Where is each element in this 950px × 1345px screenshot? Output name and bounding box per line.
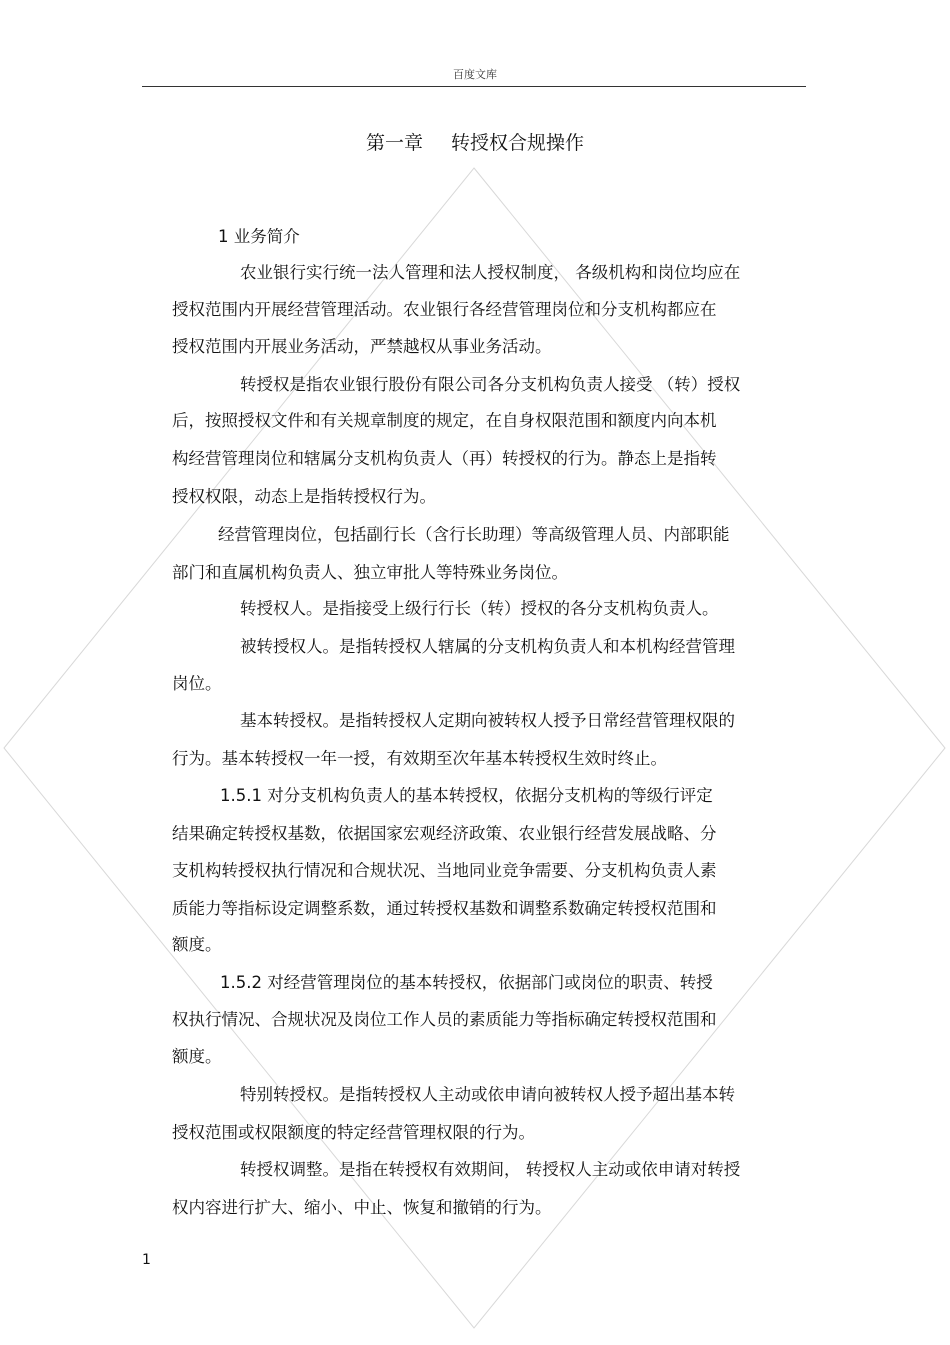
text-line: 授权权限，动态上是指转授权行为。: [172, 487, 436, 506]
text-line: 转授权是指农业银行股份有限公司各分支机构负责人接受 （转）授权: [240, 375, 741, 394]
text-line: 支机构转授权执行情况和合规状况、当地同业竞争需要、分支机构负责人素: [172, 861, 717, 880]
chapter-heading: 转授权合规操作: [451, 132, 585, 154]
text-line: 1.5.1 对分支机构负责人的基本转授权，依据分支机构的等级行评定: [220, 786, 713, 805]
text-line: 后，按照授权文件和有关规章制度的规定，在自身权限范围和额度内向本机: [172, 411, 717, 430]
text-line: 岗位。: [172, 674, 222, 693]
text-line: 农业银行实行统一法人管理和法人授权制度， 各级机构和岗位均应在: [240, 263, 741, 282]
text-line: 特别转授权。是指转授权人主动或依申请向被转权人授予超出基本转: [240, 1085, 735, 1104]
text-line: 权内容进行扩大、缩小、中止、恢复和撤销的行为。: [172, 1198, 552, 1217]
text-line: 额度。: [172, 935, 222, 954]
text-line: 授权范围内开展经营管理活动。农业银行各经营管理岗位和分支机构都应在: [172, 300, 717, 319]
text-line: 权执行情况、合规状况及岗位工作人员的素质能力等指标确定转授权范围和: [172, 1010, 717, 1029]
text-line: 授权范围或权限额度的特定经营管理权限的行为。: [172, 1123, 535, 1142]
text-line: 部门和直属机构负责人、独立审批人等特殊业务岗位。: [172, 563, 568, 582]
text-line: 结果确定转授权基数，依据国家宏观经济政策、农业银行经营发展战略、分: [172, 824, 717, 843]
text-line: 额度。: [172, 1047, 222, 1066]
text-line: 构经营管理岗位和辖属分支机构负责人（再）转授权的行为。静态上是指转: [172, 449, 717, 468]
text-line: 转授权调整。是指在转授权有效期间， 转授权人主动或依申请对转授: [240, 1160, 741, 1179]
page-number: 1: [142, 1252, 151, 1268]
text-line: 1.5.2 对经营管理岗位的基本转授权，依据部门或岗位的职责、转授: [220, 973, 713, 992]
section-heading: 1 业务简介: [218, 227, 300, 246]
chapter-title: [0, 128, 950, 155]
text-line: 授权范围内开展业务活动，严禁越权从事业务活动。: [172, 337, 552, 356]
text-line: 行为。基本转授权一年一授，有效期至次年基本转授权生效时终止。: [172, 749, 667, 768]
text-line: 转授权人。是指接受上级行行长（转）授权的各分支机构负责人。: [240, 599, 719, 618]
text-line: 经营管理岗位，包括副行长（含行长助理）等高级管理人员、内部职能: [218, 525, 730, 544]
text-line: 质能力等指标设定调整系数，通过转授权基数和调整系数确定转授权范围和: [172, 899, 717, 918]
text-line: 基本转授权。是指转授权人定期向被转权人授予日常经营管理权限的: [240, 711, 735, 730]
chapter-number: 第一章: [365, 132, 423, 154]
page-header: 百度文库: [453, 68, 497, 81]
text-line: 被转授权人。是指转授权人辖属的分支机构负责人和本机构经营管理: [240, 637, 735, 656]
header-rule: [142, 86, 806, 87]
